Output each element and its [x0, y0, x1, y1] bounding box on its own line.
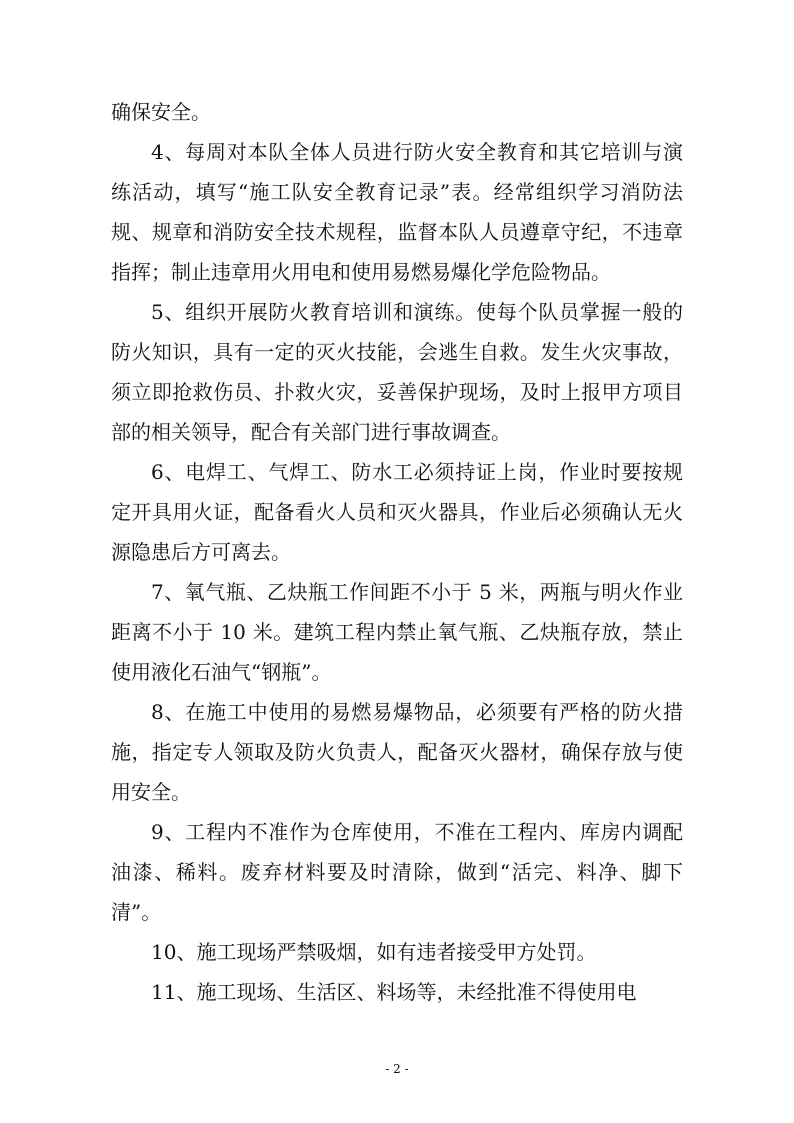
paragraph-item-6: 6、电焊工、气焊工、防水工必须持证上岗，作业时要按规定开具用火证，配备看火人员和灭火器具，作业后必须确认无火源隐患后方可离去。 — [111, 460, 683, 564]
paragraph-item-8: 8、在施工中使用的易燃易爆物品，必须要有严格的防火措施，指定专人领取及防火负责人，配备灭火器材，确保存放与使用安全。 — [111, 700, 683, 804]
paragraph-item-10: 10、施工现场严禁吸烟，如有违者接受甲方处罚。 — [151, 940, 597, 964]
paragraph-item-11: 11、施工现场、生活区、料场等，未经批准不得使用电 — [151, 980, 637, 1004]
document-body — [111, 92, 683, 1012]
paragraph-continuation: 确保安全。 — [111, 100, 211, 124]
paragraph-item-7: 7、氧气瓶、乙炔瓶工作间距不小于 5 米，两瓶与明火作业距离不小于 10 米。建筑工程内禁止氧气瓶、乙炔瓶存放，禁止使用液化石油气“钢瓶”。 — [111, 580, 683, 684]
page-number: - 2 - — [385, 1062, 409, 1076]
paragraph-item-4: 4、每周对本队全体人员进行防火安全教育和其它培训与演练活动，填写“施工队安全教育记录”表。经常组织学习消防法规、规章和消防安全技术规程，监督本队人员遵章守纪，不违章指挥；制止违章用火用电和使用易燃易爆化学危险物品。 — [111, 140, 683, 284]
paragraph-item-9: 9、工程内不准作为仓库使用，不准在工程内、库房内调配油漆、稀料。废弃材料要及时清除，做到“活完、料净、脚下清”。 — [111, 820, 683, 924]
paragraph-item-5: 5、组织开展防火教育培训和演练。使每个队员掌握一般的防火知识，具有一定的灭火技能，会逃生自救。发生火灾事故，须立即抢救伤员、扑救火灾，妥善保护现场，及时上报甲方项目部的相关领导，配合有关部门进行事故调查。 — [111, 300, 683, 444]
